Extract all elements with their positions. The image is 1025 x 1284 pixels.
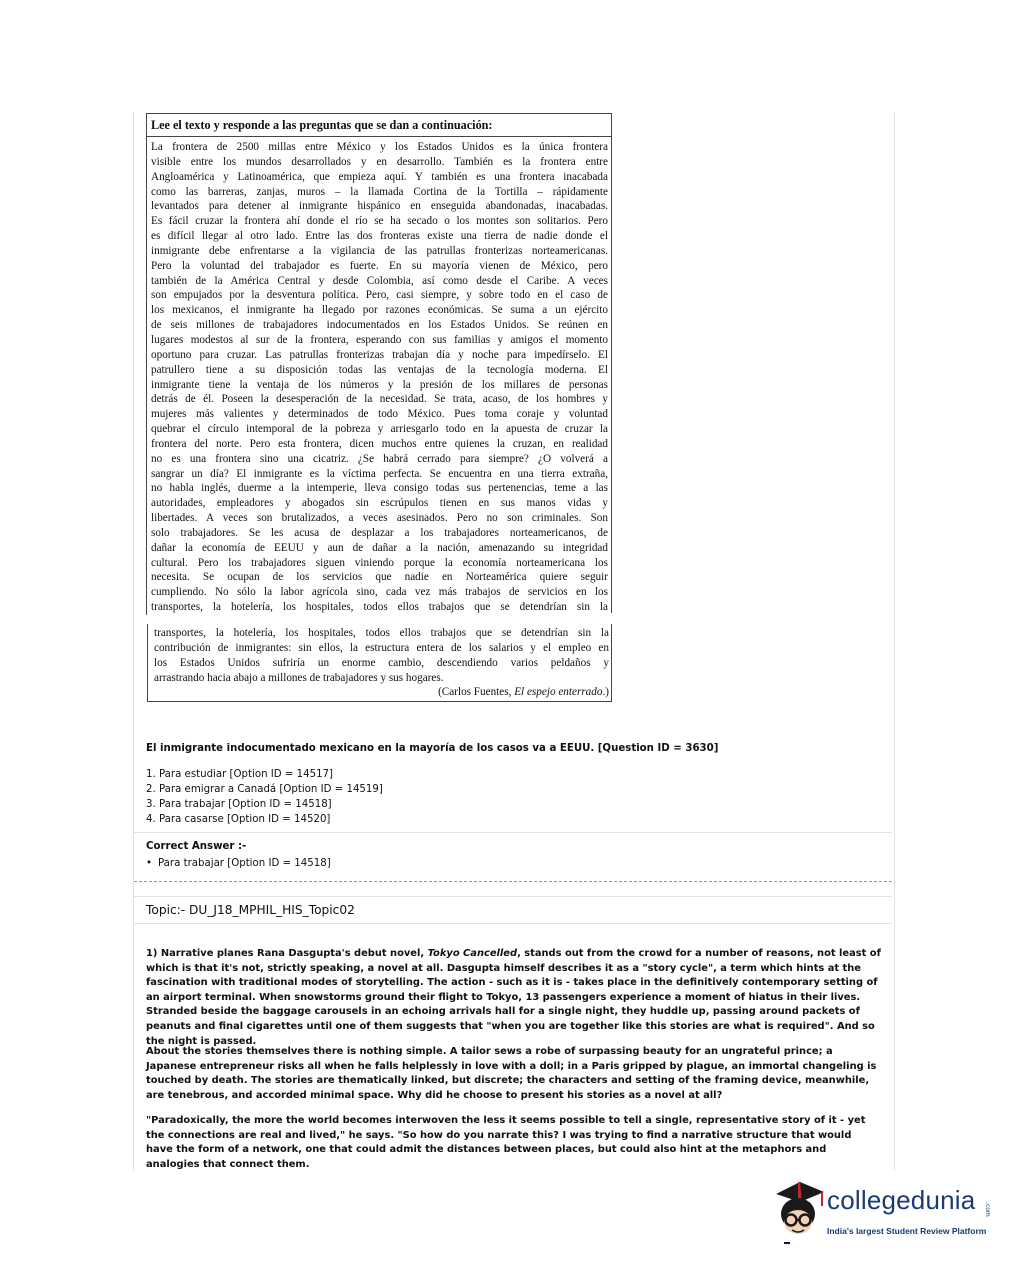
passage-line: autoridades, empleadores y abogados sin escrúpulos tienen en sus manos vidas y (151, 497, 608, 510)
passage-line: necesita. Se ocupan de los servicios que nadie en Norteamérica quiere seguir (151, 571, 608, 584)
mascot-icon (768, 1178, 826, 1250)
passage-line: transportes, la hotelería, los hospitales, todos ellos trabajos que se detendrían sin la (151, 601, 608, 614)
correct-answer (146, 858, 331, 869)
passage-body (146, 137, 611, 615)
passage-line: también de la América Central y desde Colombia, así como desde el Caribe. A veces (151, 274, 608, 287)
bullet-icon: • (146, 858, 153, 869)
passage-line: inmigrante tiene la ventaja de los números y la presión de los millares de personas (151, 378, 608, 391)
correct-answer-text: Para trabajar [Option ID = 14518] (158, 858, 331, 869)
passage-line: Es fácil cruzar la frontera ahí donde el río se ha secado o los montes son solitarios. Pero (151, 215, 608, 228)
passage-line: mujeres más valientes y determinados de todo México. Pues toma coraje y voluntad (151, 408, 608, 421)
citation-title: El espejo enterrado (514, 686, 603, 699)
question-text: El inmigrante indocumentado mexicano en la mayoría de los casos va a EEUU. [Question ID = 3630] (146, 743, 719, 754)
option-4: 4. Para casarse [Option ID = 14520] (146, 814, 331, 825)
paragraph-3: "Paradoxically, the more the world becomes interwoven the less it seems possible to tell a single, representative story of it - yet the connections are real and lived," he says. "So how do you narrate this? I was trying to find a narrative structure that would have the form of a network, one that could admit the distances between places, but could also hint at the metaphors and analogies that connect them. (146, 1115, 866, 1170)
passage-line: quebrar el círculo intemporal de la pobreza y arriesgarlo todo en la apuesta de cruzar la (151, 423, 608, 436)
passage-line: sangrar un día? El inmigrante es la víctima perfecta. Se encuentra en una tierra extraña, (151, 467, 608, 480)
passage-line: Angloamérica y Latinoamérica, que empieza aquí. Y también es una frontera inacabada (151, 170, 608, 183)
paragraph-2: About the stories themselves there is nothing simple. A tailor sews a robe of surpassing beauty for an ungrateful prince; a Japanese entrepreneur risks all when he falls helplessly in love with a doll; in a Paris gripped by plague, an immortal changeling is touched by death. The stories are thematically linked, but discrete; the characters and setting of the framing device, meanwhile, are tenebrous, and accorded minimal space. Why did he choose to present his stories as a novel at all? (146, 1046, 877, 1101)
collegedunia-logo (768, 1178, 993, 1250)
passage-line: lugares modestos al sur de la frontera, esperando con sus familias y amigos el momento (151, 333, 608, 346)
passage-line: dañar la economía de EEUU y aun de dañar a la nación, amenazando su integridad (151, 541, 608, 554)
passage-line: transportes, la hotelería, los hospitales, todos ellos trabajos que se detendrían sin la (154, 627, 609, 639)
passage-line: es difícil llegar al otro lado. Entre las dos fronteras existe una tierra de nadie donde el (151, 230, 608, 243)
option-1: 1. Para estudiar [Option ID = 14517] (146, 769, 334, 780)
paragraph-1: 1) Narrative planes Rana Dasgupta's debut novel, Tokyo Cancelled, stands out from the crowd for a number of reasons, not least of which is that it's not, strictly speaking, a novel at all. Dasgupta himself describes it as a "story cycle", a term which hints at the fascination with traditional modes of storytelling. The action - such as it is - takes place in the definitively contemporary setting of an airport terminal. When snowstorms ground their flight to Tokyo, 13 passengers experience a moment of hiatus in their lives. Stranded beside the baggage carousels in an echoing arrivals hall for a single night, they huddle up, passing around packets of peanuts and final cigarettes until one of them suggests that "when you are together like this stories are what is required". And so the night is passed. (146, 948, 881, 1047)
passage-continuation (154, 624, 609, 685)
passage-citation: (Carlos Fuentes, El espejo enterrado.) (438, 686, 609, 699)
passage-line: los mexicanos, el inmigrante ha llegado por razones económicas. Se suma a un ejército (151, 304, 608, 317)
passage-line: libertades. A veces son brutalizados, a veces asesinados. Pero no son criminales. Son (151, 512, 608, 525)
correct-answer-section (134, 832, 892, 882)
passage-heading: Lee el texto y responde a las preguntas que se dan a continuación: (146, 113, 611, 137)
passage-line: cultural. Pero los trabajadores siguen viniendo porque la economía norteamericana los (151, 556, 608, 569)
passage-line: frontera del norte. Pero esta frontera, dicen muchos entre quienes la cruzan, en realidad (151, 437, 608, 450)
passage-line: detrás de él. Poseen la desesperación de la necesidad. Se trata, acaso, de los hombres y (151, 393, 608, 406)
options-list (146, 767, 383, 827)
passage-line: contribución de inmigrantes: sin ellos, la estructura entera de los salarios y el empleo en (154, 641, 609, 654)
topic-label: Topic:- DU_J18_MPHIL_HIS_Topic02 (146, 903, 355, 917)
passage-line: Pero la voluntad del trabajador es fuerte. En su mayoría vienen de México, pero (151, 259, 608, 272)
passage-line: oportuno para cruzar. Las patrullas fronterizas trabajan día y noche para impedírselo. El (151, 348, 608, 361)
option-2: 2. Para emigrar a Canadá [Option ID = 14519] (146, 784, 383, 795)
passage-line: arrastrando hacia abajo a millones de trabajadores y sus hogares. (154, 671, 444, 684)
passage-line: no es una frontera sino una cicatriz. ¿Se habrá cerrado para siempre? ¿O volverá a (151, 452, 608, 465)
passage-image-part1 (146, 113, 612, 613)
passage-line: de seis millones de trabajadores indocumentados en los Estados Unidos. Se reúnen en (151, 319, 608, 332)
passage-line: La frontera de 2500 millas entre México y los Estados Unidos es la única frontera (151, 141, 608, 153)
novel-title: Tokyo Cancelled (427, 948, 518, 959)
correct-answer-label: Correct Answer :- (146, 841, 247, 852)
passage-line: inmigrante debe enfrentarse a la vigilancia de las patrullas fronterizas norteamericanas. (151, 244, 608, 257)
passage-line: como las barreras, zanjas, muros – la llamada Cortina de la Tortilla – rápidamente (151, 185, 608, 198)
passage-line: visible entre los mundos desarrollados y en desarrollo. También es la frontera entre (151, 155, 608, 168)
passage-line: no habla inglés, duerme a la intemperie, lleva consigo todas sus pertenencias, teme a las (151, 482, 608, 495)
topic-bar (134, 896, 892, 924)
passage-line: levantados para detener al inmigrante hispánico en enseguida abandonadas, inacabadas. (151, 200, 608, 213)
passage-line: son empujados por la desventura política. Pero, casi siempre, y sobre todo en el caso de (151, 289, 608, 302)
option-3: 3. Para trabajar [Option ID = 14518] (146, 799, 332, 810)
passage-line: los Estados Unidos sufriría un enorme cambio, descendiendo varios peldaños y (154, 656, 609, 669)
logo-tagline: India's largest Student Review Platform (827, 1226, 987, 1236)
logo-name: collegedunia (827, 1185, 976, 1215)
passage-image-part2 (147, 624, 612, 702)
logo-suffix: .com (984, 1202, 991, 1217)
passage-line: cumpliendo. No sólo la labor agrícola sino, cada vez más trabajos de servicios en los (151, 586, 608, 599)
passage-line: patrullero tiene a su disposición todas las ventajas de la tecnología moderna. El (151, 363, 608, 376)
passage-line: solo trabajadores. Se les acusa de desplazar a los trabajadores norteamericanos, de (151, 526, 608, 539)
